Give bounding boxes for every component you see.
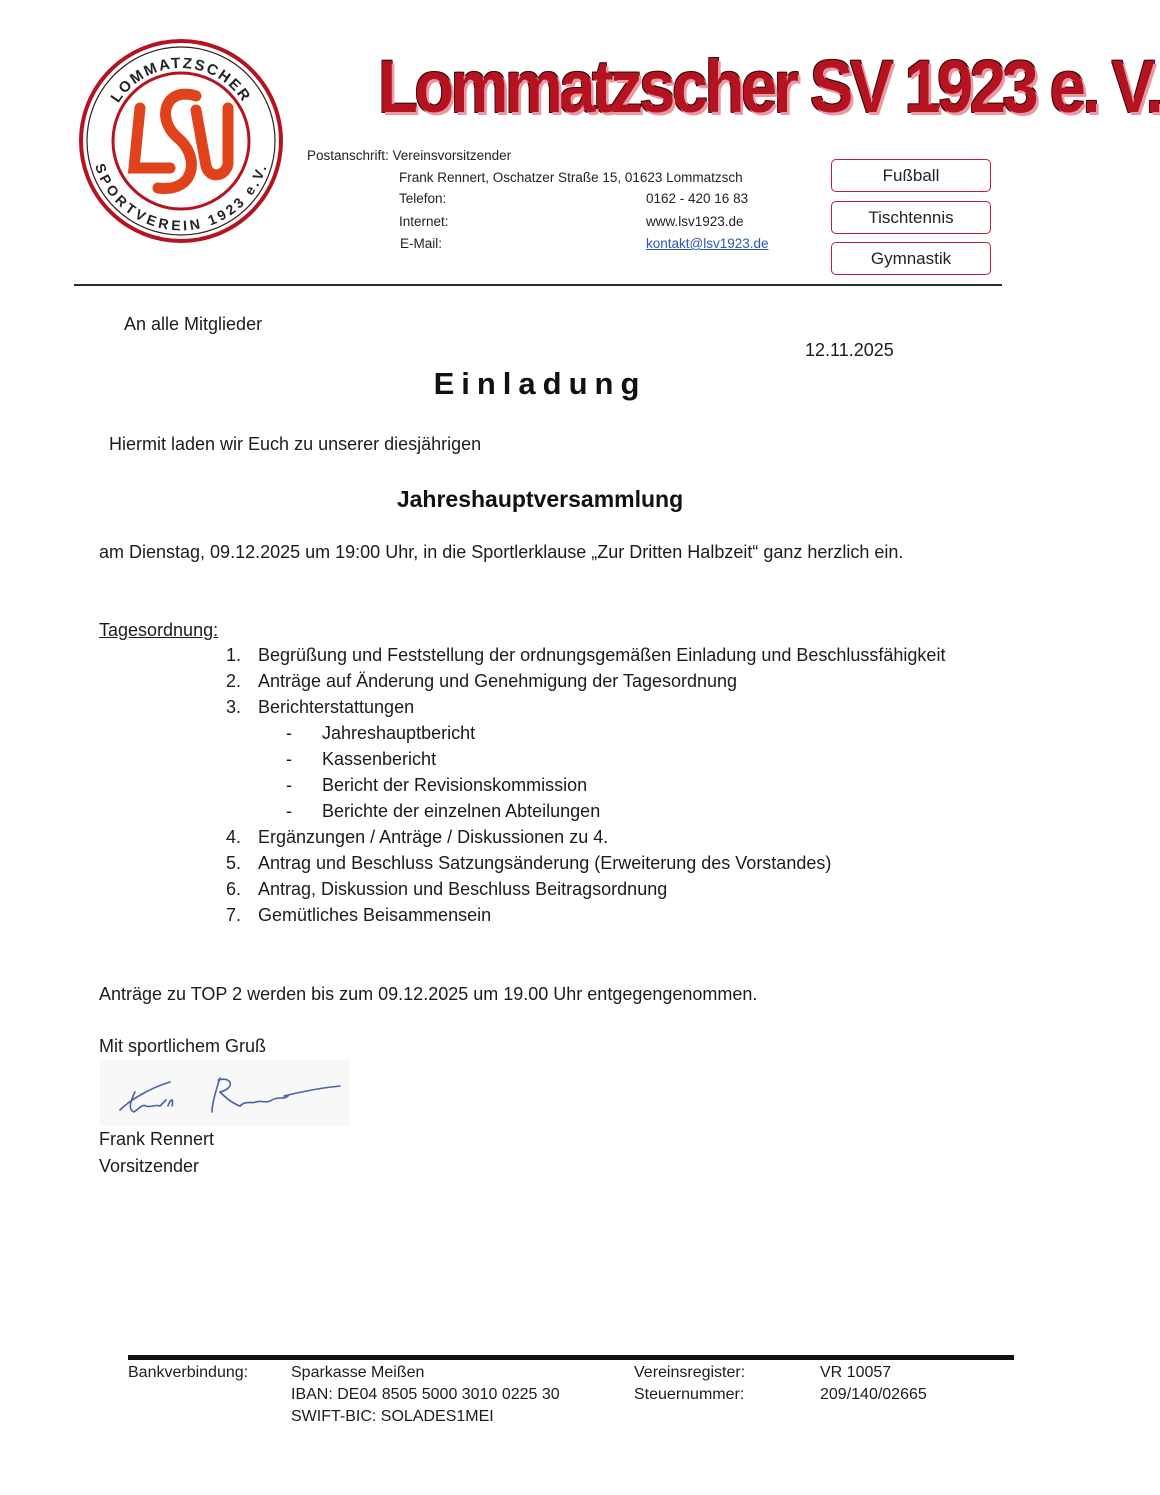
phone-number: 0162 - 420 16 83 — [646, 191, 749, 206]
bank-label: Bankverbindung: — [128, 1364, 249, 1381]
dash-bullet-icon: - — [286, 775, 292, 795]
department-box-fussball: Fußball — [831, 159, 991, 192]
club-title: Lommatzscher SV 1923 e. V. — [378, 45, 1160, 128]
agenda-item-text: Begrüßung und Feststellung der ordnungsgemäßen Einladung und Beschlussfähigkeit — [258, 645, 946, 665]
agenda-item — [226, 824, 986, 850]
signer-name: Frank Rennert — [99, 1129, 215, 1149]
department-box-tischtennis: Tischtennis — [831, 201, 991, 234]
dash-bullet-icon: - — [286, 801, 292, 821]
invitation-details: am Dienstag, 09.12.2025 um 19:00 Uhr, in die Sportlerklause „Zur Dritten Halbzeit“ ganz herzlich ein. — [99, 542, 904, 562]
intro-text: Hiermit laden wir Euch zu unserer diesjährigen — [109, 434, 482, 454]
agenda-item-number: 1. — [226, 645, 242, 665]
agenda-title: Tagesordnung: — [99, 620, 219, 640]
signer-role: Vorsitzender — [99, 1156, 200, 1176]
agenda-item-number: 4. — [226, 827, 242, 847]
agenda-list — [226, 642, 986, 928]
agenda-subitem — [226, 798, 986, 824]
agenda-item — [226, 642, 986, 668]
dash-bullet-icon: - — [286, 749, 292, 769]
agenda-item — [226, 850, 986, 876]
tax-label: Steuernummer: — [634, 1386, 745, 1403]
agenda-subitem-text: Jahreshauptbericht — [322, 723, 476, 743]
agenda-item — [226, 876, 986, 902]
logo-bottom-text: SPORTVEREIN 1923 e.V. — [92, 161, 270, 234]
agenda-subitem-text: Bericht der Revisionskommission — [322, 775, 588, 795]
agenda-item-text: Ergänzungen / Anträge / Diskussionen zu 4. — [258, 827, 609, 847]
bank-name: Sparkasse Meißen — [291, 1364, 425, 1381]
postal-address: Frank Rennert, Oschatzer Straße 15, 01623 Lommatzsch — [399, 170, 743, 185]
agenda-subitem — [226, 720, 986, 746]
agenda-subitem-text: Berichte der einzelnen Abteilungen — [322, 801, 601, 821]
swift-bic: SWIFT-BIC: SOLADES1MEI — [291, 1408, 494, 1425]
register-label: Vereinsregister: — [634, 1364, 746, 1381]
handwritten-signature — [100, 1060, 350, 1126]
agenda-item-text: Berichterstattungen — [258, 697, 415, 717]
agenda-item-text: Antrag, Diskussion und Beschluss Beitragsordnung — [258, 879, 668, 899]
postal-label: Postanschrift: Vereinsvorsitzender — [307, 148, 512, 163]
agenda-subitem — [226, 746, 986, 772]
agenda-item-number: 7. — [226, 905, 242, 925]
agenda-subitem-text: Kassenbericht — [322, 749, 437, 769]
agenda-item-number: 6. — [226, 879, 242, 899]
club-logo — [78, 38, 284, 244]
recipient-line: An alle Mitglieder — [124, 314, 263, 334]
deadline-note: Anträge zu TOP 2 werden bis zum 09.12.2025 um 19.00 Uhr entgegengenommen. — [99, 984, 758, 1004]
header-divider — [74, 284, 1002, 286]
agenda-subitem — [226, 772, 986, 798]
agenda-item-text: Anträge auf Änderung und Genehmigung der Tagesordnung — [258, 671, 738, 691]
register-number: VR 10057 — [820, 1364, 892, 1381]
agenda-item — [226, 902, 986, 928]
meeting-title: Jahreshauptversammlung — [396, 486, 684, 512]
agenda-item — [226, 694, 986, 720]
email-label: E-Mail: — [400, 236, 443, 251]
agenda-item-number: 3. — [226, 697, 242, 717]
department-box-gymnastik: Gymnastik — [831, 242, 991, 275]
website-link[interactable]: www.lsv1923.de — [646, 214, 744, 229]
letter-heading: Einladung — [433, 366, 647, 401]
closing-greeting: Mit sportlichem Gruß — [99, 1036, 267, 1056]
tax-number: 209/140/02665 — [820, 1386, 927, 1403]
letter-date: 12.11.2025 — [805, 340, 894, 360]
agenda-item-number: 5. — [226, 853, 242, 873]
dash-bullet-icon: - — [286, 723, 292, 743]
agenda-item — [226, 668, 986, 694]
email-link[interactable]: kontakt@lsv1923.de — [646, 236, 769, 251]
footer-divider — [128, 1355, 1014, 1360]
agenda-item-number: 2. — [226, 671, 242, 691]
phone-label: Telefon: — [399, 191, 447, 206]
web-label: Internet: — [399, 214, 449, 229]
logo-top-text: LOMMATZSCHER — [107, 54, 255, 106]
agenda-item-text: Gemütliches Beisammensein — [258, 905, 492, 925]
agenda-item-text: Antrag und Beschluss Satzungsänderung (Erweiterung des Vorstandes) — [258, 853, 832, 873]
iban: IBAN: DE04 8505 5000 3010 0225 30 — [291, 1386, 560, 1403]
